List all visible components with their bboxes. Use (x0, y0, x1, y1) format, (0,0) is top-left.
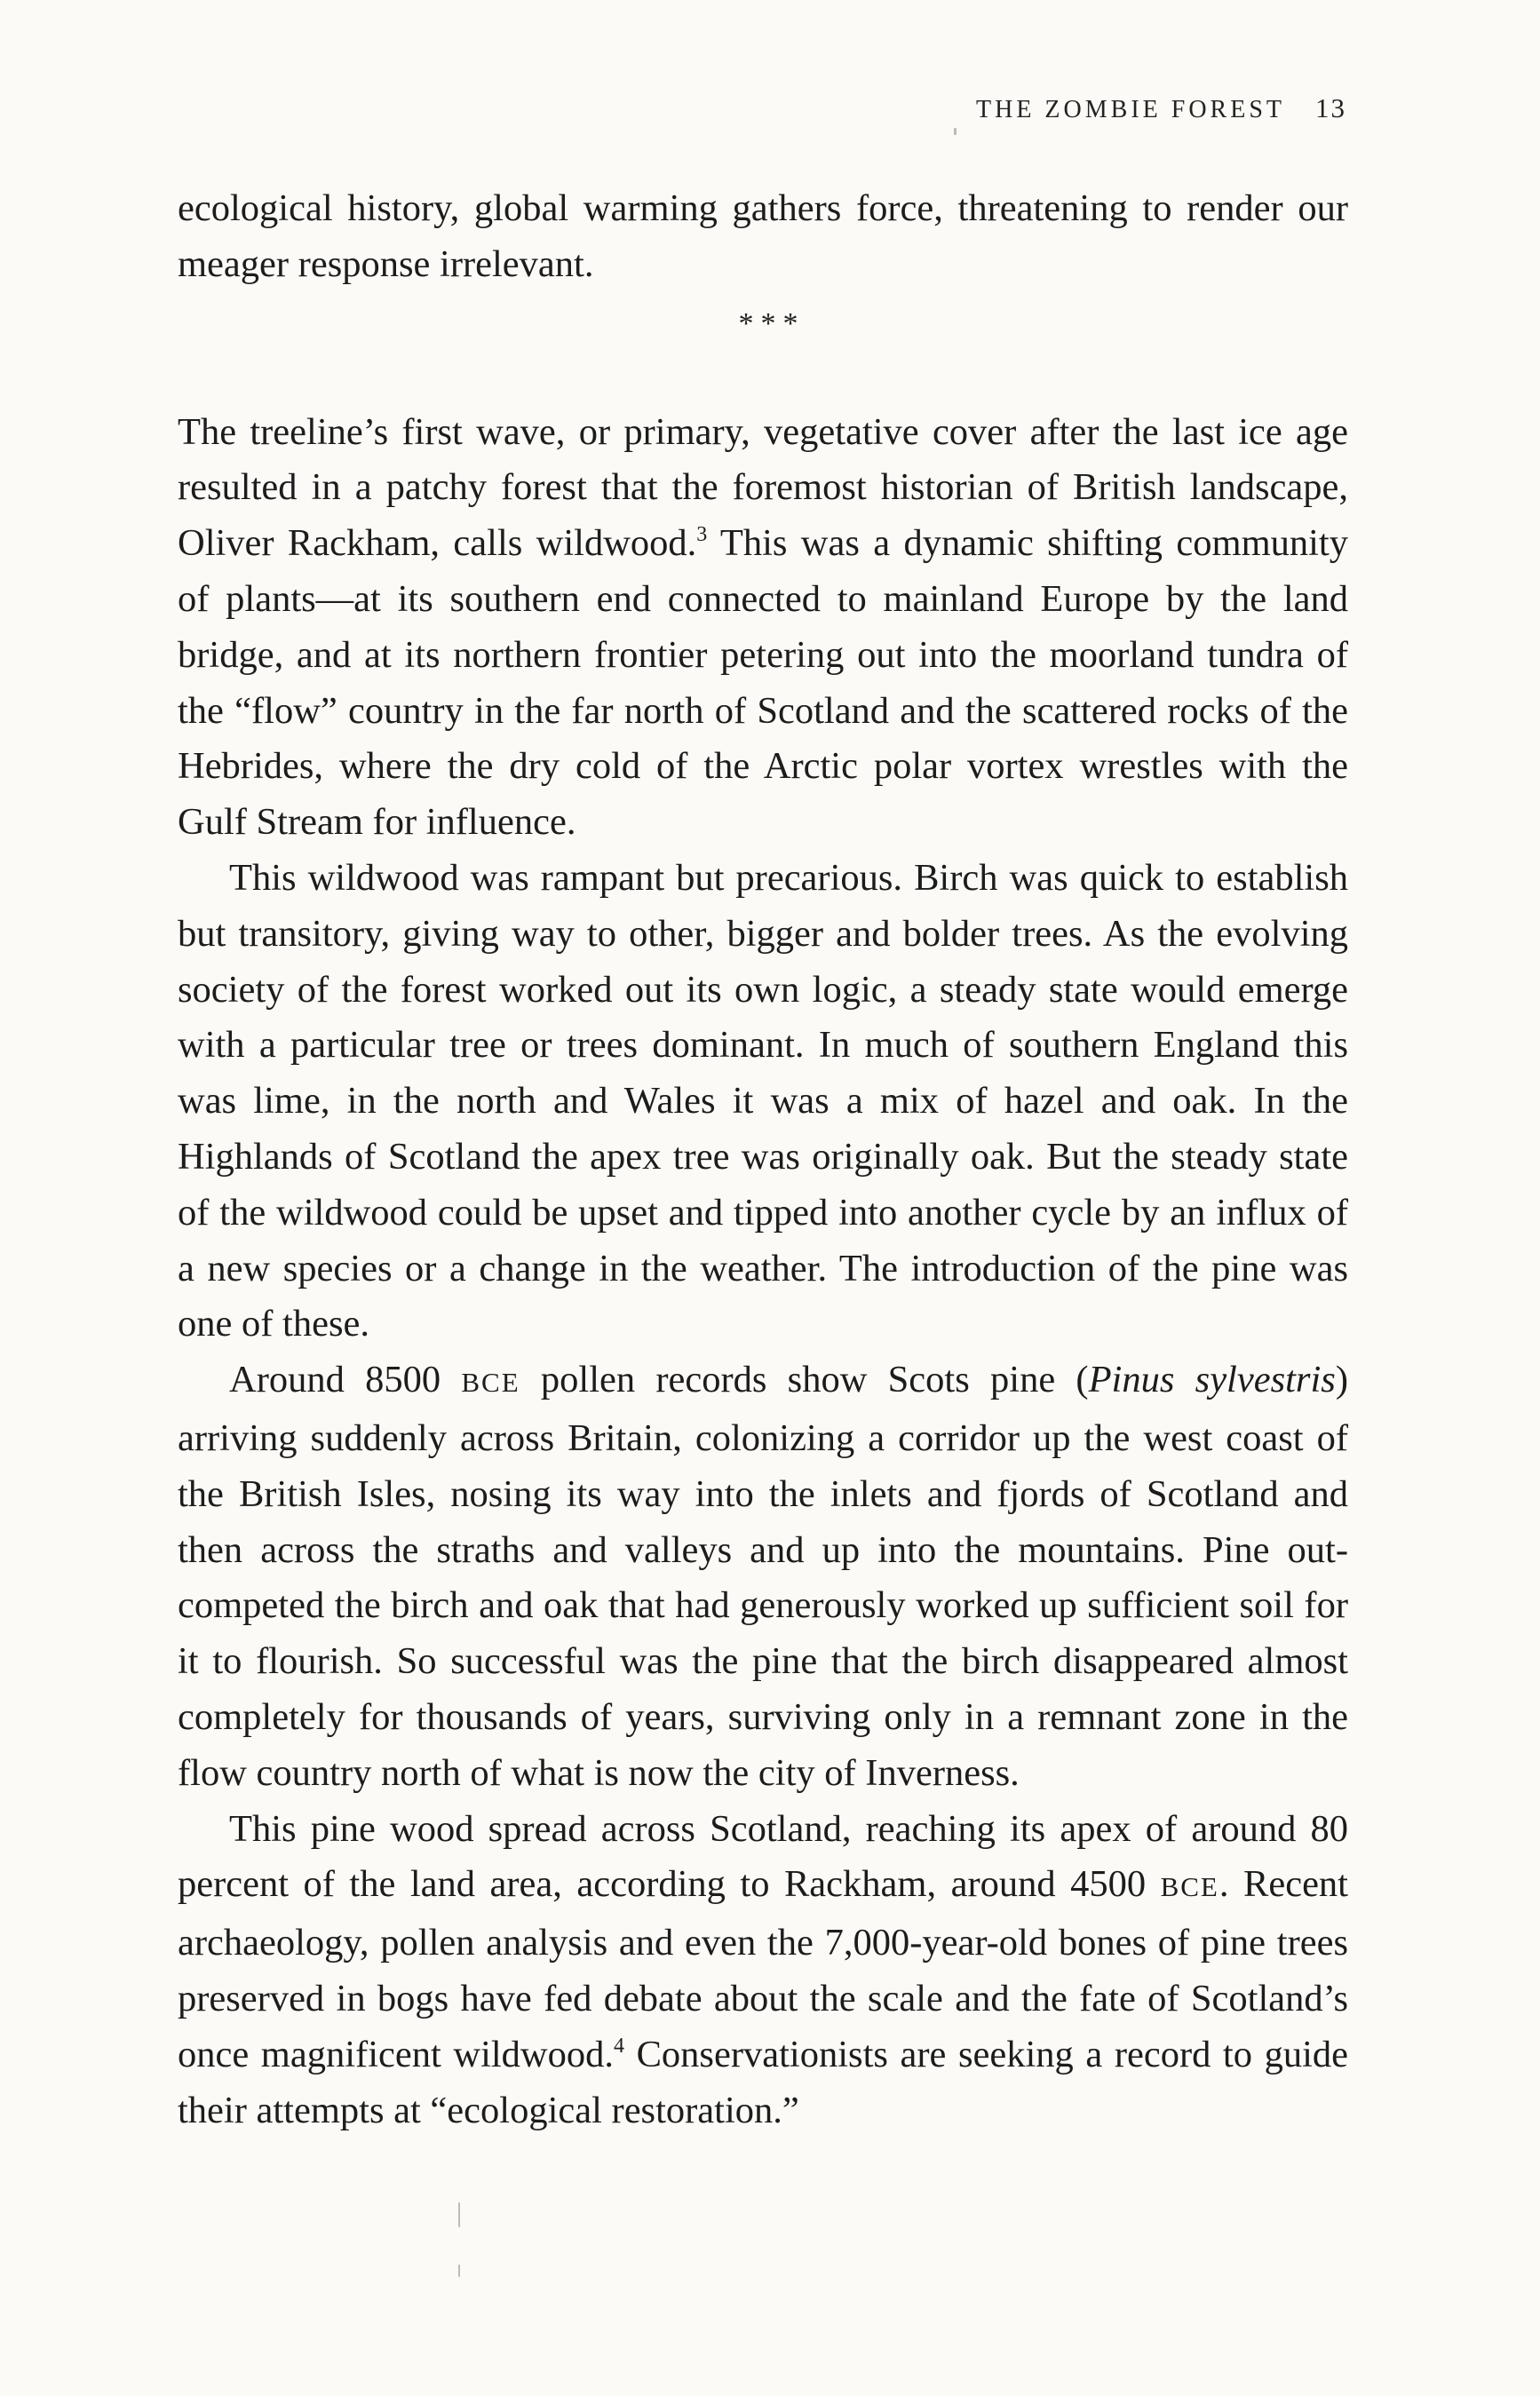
paragraph-2: This wildwood was rampant but precarious. Birch was quick to establish but transitory, giving way to other, bigger and bolder trees. As the evolving society of the forest worked out its own logic, a steady state would emerge with a particular tree or trees dominant. In much of southern England this was lime, in the north and Wales it was a mix of hazel and oak. In the Highlands of Scotland the apex tree was originally oak. But the steady state of the wildwood could be upset and tipped into another cycle by an influx of a new species or a change in the weather. The introduction of the pine was one of these. (178, 856, 1348, 1345)
era-abbreviation: BCE (461, 1367, 520, 1399)
scan-speck (954, 128, 957, 135)
paragraph-1-text-b: This was a dynamic shifting community of plants—at its southern end connected to mainland Europe by the land bridge, and at its northern frontier petering out into the moorland tundra of the “flow” country in the far north of Scotland and the scattered rocks of the Hebrides, where the dry cold of the Arctic polar vortex wrestles with the Gulf Stream for influence. (178, 522, 1348, 844)
scan-speck (458, 2202, 460, 2227)
running-title: THE ZOMBIE FOREST (976, 96, 1285, 123)
era-abbreviation: BCE (1160, 1871, 1219, 1903)
paragraph-continued: ecological history, global warming gathers force, threatening to render our meager response irrelevant. (178, 187, 1348, 285)
paragraph-4 (178, 1802, 1348, 2139)
paragraph-4-text-a: This pine wood spread across Scotland, reaching its apex of around 80 percent of the land area, according to Rackham, around 4500 (178, 1807, 1348, 1906)
running-head (976, 92, 1346, 124)
species-name: Pinus sylvestris (1088, 1359, 1336, 1401)
paragraph-3-text-c: ) arriving suddenly across Britain, colonizing a corridor up the west coast of the British Isles, nosing its way into the inlets and fjords of Scotland and then across the straths and valleys and up into the mountains. Pine out-competed the birch and oak that had generously worked up sufficient soil for it to flourish. So successful was the pine that the birch disappeared almost completely for thousands of years, surviving only in a remnant zone in the flow country north of what is now the city of Inverness. (178, 1359, 1348, 1794)
paragraph-3 (178, 1353, 1348, 1801)
paragraph-3-text-b: pollen records show Scots pine ( (520, 1359, 1089, 1401)
footnote-ref-3: 3 (696, 523, 708, 547)
paragraph-4-text-c: Conservationists are seeking a record to guide their attempts at “ecological restoration.” (178, 2033, 1349, 2131)
scan-speck (458, 2265, 460, 2277)
footnote-ref-4: 4 (614, 2034, 624, 2058)
page-number: 13 (1315, 92, 1346, 123)
paragraph-1-text-a: The treeline’s first wave, or primary, vegetative cover after the last ice age resulted in a patchy forest that the foremost historian of British landscape, Oliver Rackham, calls wildwood. (178, 410, 1348, 565)
section-break-asterisks: *** (738, 306, 806, 340)
paragraph-3-text-a: Around 8500 (229, 1359, 462, 1401)
paragraph-4-text-b: . Recent archaeology, pollen analysis and even the 7,000-year-old bones of pine trees preserved in bogs have fed debate about the scale and the fate of Scotland’s once magnificent wildwood. (178, 1863, 1348, 2075)
body-text (178, 181, 1348, 2138)
paragraph-1 (178, 405, 1348, 851)
